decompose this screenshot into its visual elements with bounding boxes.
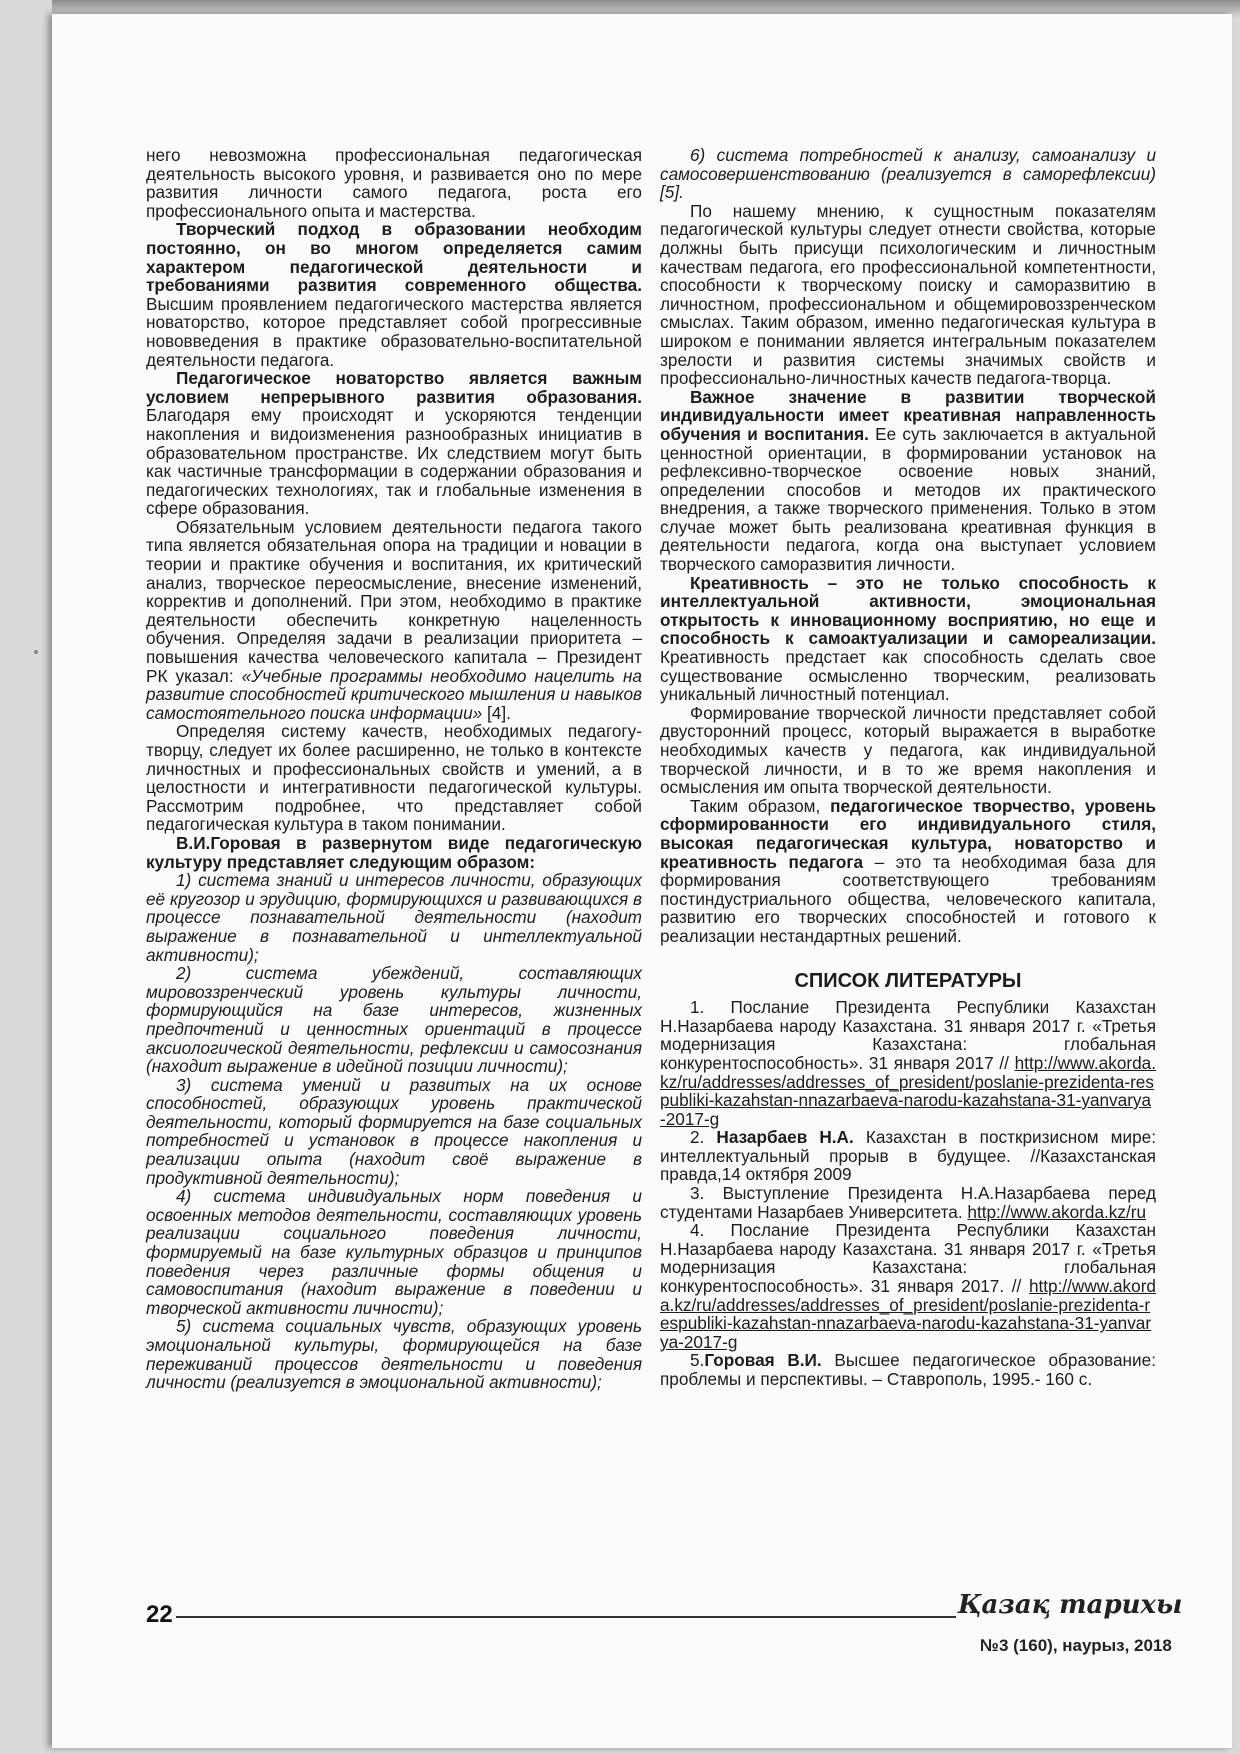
- reference-item: [660, 1221, 1156, 1351]
- text: Таким образом,: [690, 795, 831, 816]
- text: Ее суть заключается в актуальной ценностной ориентации, в формировании установок на рефлексивно-творческое освоение новых знаний, определении способов и методов их практического внедрения, а также творческого применения. Только в этом случае может быть реализована креативная функция в деятельности педагога, когда она выступает условием творческого саморазвития личности.: [660, 423, 1156, 575]
- left-column: [146, 146, 642, 1392]
- list-item: 4) система индивидуальных норм поведения и освоенных методов деятельности, составляющих уровень реализации социального поведения личности, формируемый на базе культурных образцов и принципов поведения через различные формы общения и самовоспитания (находит выражение в поведении и творческой активности личности);: [146, 1186, 642, 1318]
- paragraph: Определяя систему качеств, необходимых педагогу-творцу, следует их более расширенно, не только в контексте личностных и профессиональных свойств и умений, а в целостности и интегративности педагогической культуры. Рассмотрим подробнее, что представляет собой педагогическая культура в таком понимании.: [146, 721, 642, 835]
- reference-number: 2.: [690, 1127, 717, 1148]
- bold-text: педагогическое творчество, уровень сформированности его индивидуального стиля, высокая педагогическая культура, новаторство и креативность педагога: [660, 795, 1156, 872]
- paragraph: По нашему мнению, к сущностным показателям педагогической культуры следует отнести свойства, которые должны быть присущи психологическим и личностным качествам педагога, его профессиональной компетентности, способности к творческому поиску и саморазвитию в личностном, профессиональном и общемировоззренческом смыслах. Таким образом, именно педагогическая культура в широком е понимании является интегральным показателем зрелости и развития системы значимых свойств и профессионально-личностных качеств педагога-творца.: [660, 200, 1156, 389]
- paragraph: [660, 388, 1156, 574]
- page-number: 22: [146, 1601, 173, 1628]
- list-item: 5) система социальных чувств, образующих уровень эмоциональной культуры, формирующейся на базе переживаний процессов деятельности и поведения личности (реализуется в эмоциональной активности);: [146, 1316, 642, 1393]
- bold-text: Креативность – это не только способность к интеллектуальной активности, эмоциональная открытость к инновационному восприятию, но еще и способность к самоактуализации и самореализации.: [660, 572, 1156, 649]
- list-item: 2) система убеждений, составляющих мировоззренческий уровень культуры личности, формирующийся на базе интересов, жизненных предпочтений и ценностных ориентаций в процессе аксиологической деятельности, рефлексии и самосознания (находит выражение в идейной позиции личности);: [146, 963, 642, 1077]
- right-column: [660, 146, 1156, 1389]
- reference-number: 5.: [690, 1350, 705, 1371]
- references-list: [660, 998, 1156, 1388]
- paragraph: [146, 369, 642, 518]
- citation: [4].: [482, 702, 511, 723]
- bold-text: Педагогическое новаторство является важным условием непрерывного развития образования.: [146, 368, 642, 407]
- list-item: 1) система знаний и интересов личности, образующих её кругозор и эрудицию, формирующихся и развивающихся в процессе познавательной деятельности (находит выражение в познавательной и интеллектуальной активности);: [146, 870, 642, 965]
- reference-text: 3. Выступление Президента Н.А.Назарбаева перед студентами Назарбаев Университета.: [660, 1183, 1156, 1222]
- paragraph: [146, 220, 642, 369]
- bold-text: Важное значение в развитии творческой индивидуальности имеет креативная направленность обучения и воспитания.: [660, 386, 1156, 444]
- reference-item: [660, 998, 1156, 1128]
- text: Высшим проявлением педагогического мастерства является новаторство, которое представляет собой прогрессивные нововведения в практике образовательно-воспитательной деятельности педагога.: [146, 293, 642, 370]
- quote-text: «Учебные программы необходимо нацелить на развитие способностей критического мышления и навыков самостоятельного поиска информации»: [146, 665, 642, 723]
- paragraph: него невозможна профессиональная педагогическая деятельность высокого уровня, и развивается оно по мере развития личности самого педагога, роста его профессионального опыта и мастерства.: [146, 145, 642, 221]
- reference-link[interactable]: http://www.akorda.kz/ru: [967, 1201, 1147, 1222]
- list-item: 3) система умений и развитых на их основе способностей, образующих уровень практической деятельности, который формируется на базе социальных потребностей и установок в процессе накопления и реализации опыта (находит своё выражение в продуктивной деятельности);: [146, 1074, 642, 1188]
- reference-text: 4. Послание Президента Республики Казахстан Н.Назарбаева народу Казахстана. 31 января 2017 г. «Третья модернизация Казахстана: глобальная конкурентоспособность». 31 января 2017. //: [660, 1220, 1156, 1297]
- paragraph: [146, 518, 642, 723]
- reference-text: Казахстан в посткризисном мире: интеллектуальный прорыв в будущее. //Казахстанская правда,14 октября 2009: [660, 1127, 1156, 1185]
- references-title: СПИСОК ЛИТЕРАТУРЫ: [794, 969, 1022, 992]
- paragraph-heading: В.И.Горовая в развернутом виде педагогическую культуру представляет следующим образом:: [146, 832, 642, 872]
- journal-logo: Қазақ тарихы: [958, 1590, 1183, 1620]
- reference-author: Назарбаев Н.А.: [716, 1127, 854, 1148]
- list-item: 6) система потребностей к анализу, самоанализу и самосовершенствованию (реализуется в саморефлексии) [5].: [660, 145, 1156, 203]
- reference-link[interactable]: http://www.akorda.kz/ru/addresses/addresses_of_president/poslanie-prezidenta-respubliki-kazahstan-nnazarbaeva-narodu-kazahstana-31-yanvarya-2017-g: [660, 1276, 1156, 1352]
- text: Обязательным условием деятельности педагога такого типа является обязательная опора на традиции и новации в теории и практике обучения и воспитания, их критический анализ, творческое переосмысление, внесение изменений, корректив и дополнений. При этом, необходимо в практике деятельности обеспечить конкретную нацеленность обучения. Определяя задачи в реализации приоритета – повышения качества человеческого капитала – Президент РК указал:: [146, 516, 642, 686]
- text: – это та необходимая база для формирования соответствующего требованиям постиндустриального общества, человеческого капитала, развитию его творческих способностей и готового к реализации нестандартных решений.: [660, 851, 1156, 946]
- footer-rule: [176, 1616, 956, 1618]
- reference-author: Горовая В.И.: [704, 1350, 822, 1371]
- issue-info: №3 (160), наурыз, 2018: [980, 1636, 1172, 1655]
- bold-text: Творческий подход в образовании необходим постоянно, он во многом определяется самим характером педагогической деятельности и требованиями развития современного общества.: [146, 219, 642, 296]
- paragraph: [660, 797, 1156, 946]
- reference-item: [660, 1184, 1156, 1221]
- reference-text: Высшее педагогическое образование: проблемы и перспективы. – Ставрополь, 1995.- 160 с.: [660, 1350, 1156, 1389]
- text: Благодаря ему происходят и ускоряются тенденции накопления и видоизменения разнообразных инициатив в образовательном пространстве. Их следствием могут быть как частичные трансформации в содержании образования и педагогических технологиях, так и глобальные изменения в сфере образования.: [146, 405, 642, 519]
- reference-item: [660, 1351, 1156, 1388]
- reference-text: 1. Послание Президента Республики Казахстан Н.Назарбаева народу Казахстана. 31 января 2017 г. «Третья модернизация Казахстана: глобальная конкурентоспособность». 31 января 2017 //: [660, 997, 1156, 1073]
- reference-item: [660, 1128, 1156, 1184]
- reference-link[interactable]: http://www.akorda.kz/ru/addresses/addresses_of_president/poslanie-prezidenta-respubliki-kazahstan-nnazarbaeva-narodu-kazahstana-31-yanvarya-2017-g: [660, 1052, 1156, 1129]
- scan-speck: [34, 650, 38, 654]
- paragraph: [660, 574, 1156, 704]
- paragraph: Формирование творческой личности представляет собой двусторонний процесс, который выражается в выработке необходимых качеств у педагога, как индивидуальной творческой личности, и в то же время накопления и осмысления им опыта творческой деятельности.: [660, 702, 1156, 798]
- text: Креативность предстает как способность сделать свое существование осмысленно творческим, реализовать уникальный личностный потенциал.: [660, 647, 1156, 705]
